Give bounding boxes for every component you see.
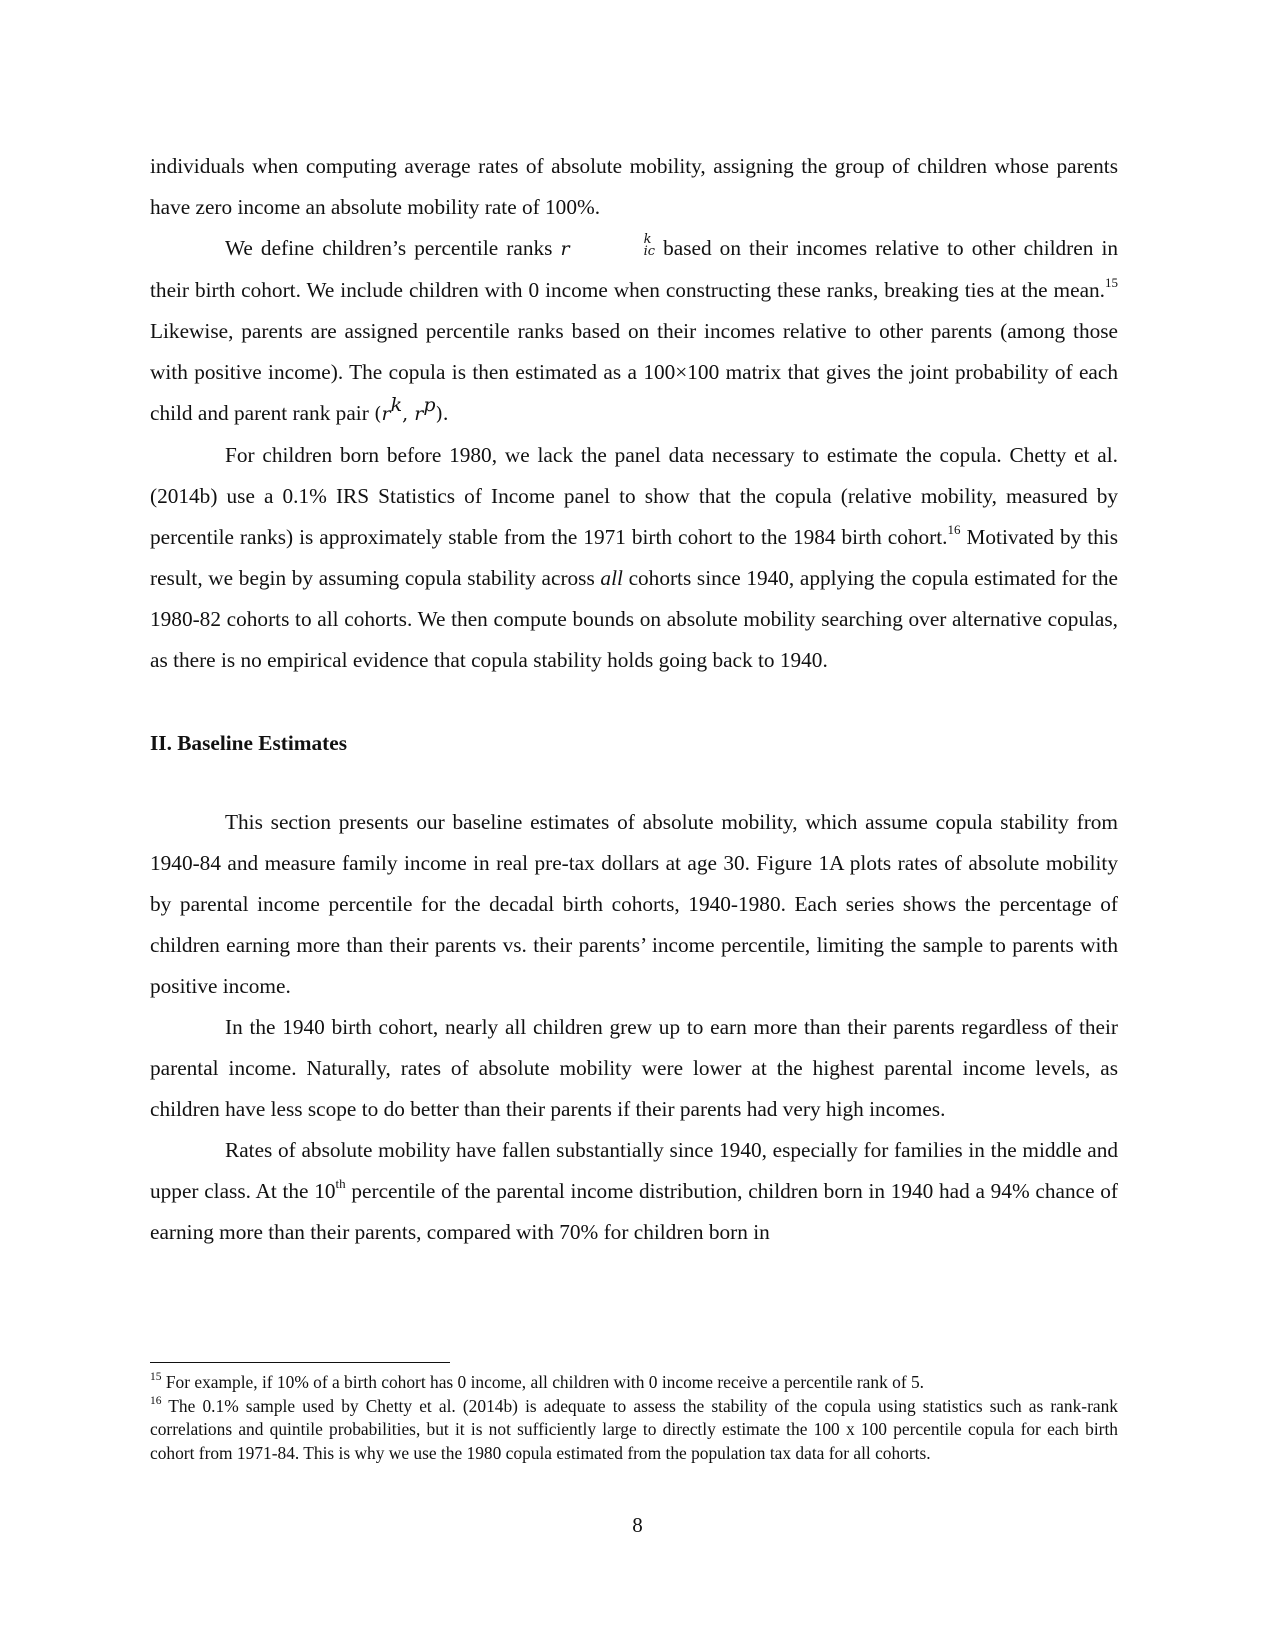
paragraph-6-text-b: percentile of the parental income distribution, children born in 1940 had a 94% chance of earning more than their parents, compared with 70% for children born in <box>150 1179 1118 1244</box>
paragraph-2 <box>150 228 1118 435</box>
rank-pair-comma: , <box>402 403 415 425</box>
paragraph-6 <box>150 1130 1118 1253</box>
section-heading: II. Baseline Estimates <box>150 731 347 755</box>
rank-pair-close: ) <box>435 403 443 425</box>
footnote-ref-15[interactable]: 15 <box>1105 274 1118 290</box>
rank-pair-sup-p: p <box>423 393 436 416</box>
paragraph-2-text-b: based on their incomes relative to other children in their birth cohort. We include children with 0 income when constructing these ranks, breaking ties at the mean. <box>150 236 1119 302</box>
paragraph-6-text-a: Rates of absolute mobility have fallen substantially since 1940, especially for families in the middle and upper class. At the 10 <box>150 1138 1118 1203</box>
footnote-ref-16[interactable]: 16 <box>947 521 961 537</box>
page-body <box>150 146 1118 1253</box>
footnote-number-15: 15 <box>150 1371 162 1384</box>
footnote-text-16: The 0.1% sample used by Chetty et al. (2014b) is adequate to assess the stability of the copula using statistics such as rank-rank correlations and quintile probabilities, but it is not sufficiently large to directly estimate the 100 x 100 percentile copula for each birth cohort from 1971-84. This is why we use the 1980 copula estimated from the population tax data for all cohorts. <box>150 1395 1118 1463</box>
rank-pair-r1: r <box>381 403 391 425</box>
paragraph-2-text-c: Likewise, parents are assigned percentile ranks based on their incomes relative to other parents (among those with positive income). The copula is then estimated as a 100×100 matrix that gives the joint probability of each child and parent rank pair <box>150 319 1118 425</box>
paragraph-3-text-a: For children born before 1980, we lack the panel data necessary to estimate the copula. Chetty et al. (2014b) use a 0.1% IRS Statistics of Income panel to show that the copula (relative mobility, measured by percentile ranks) is approximately stable from the 1971 birth cohort to the 1984 birth cohort. <box>150 443 1118 549</box>
footnote-16 <box>150 1395 1118 1466</box>
footnote-text-15: For example, if 10% of a birth cohort has 0 income, all children with 0 income receive a percentile rank of 5. <box>161 1372 925 1392</box>
footnote-divider <box>150 1362 450 1363</box>
child-rank-superscript: k <box>643 232 652 247</box>
paragraph-3-text-c: cohorts since 1940, applying the copula estimated for the 1980-82 cohorts to all cohorts. We then compute bounds on absolute mobility searching over alternative copulas, as there is no empirical evidence that copula stability holds going back to 1940. <box>150 566 1118 672</box>
footnote-number-16: 16 <box>150 1394 162 1407</box>
footnotes <box>150 1371 1118 1465</box>
rank-pair-r2: r <box>414 403 424 425</box>
paragraph-2-end: . <box>442 401 449 425</box>
child-rank-symbol <box>560 232 656 260</box>
paragraph-5: In the 1940 birth cohort, nearly all children grew up to earn more than their parents regardless of their parental income. Naturally, rates of absolute mobility were lower at the highest parental income levels, as children have less scope to do better than their parents if their parents had very high incomes. <box>150 1015 1118 1121</box>
paragraph-4: This section presents our baseline estimates of absolute mobility, which assume copula stability from 1940-84 and measure family income in real pre-tax dollars at age 30. Figure 1A plots rates of absolute mobility by parental income percentile for the decadal birth cohorts, 1940-1980. Each series shows the percentage of children earning more than their parents vs. their parents’ income percentile, limiting the sample to parents with positive income. <box>150 810 1118 998</box>
rank-pair-open: ( <box>374 403 382 425</box>
footnote-15 <box>150 1371 1118 1395</box>
child-rank-base: r <box>560 238 570 260</box>
rank-pair <box>374 393 443 425</box>
rank-pair-sup-k: k <box>390 393 403 416</box>
child-rank-subscript: ic <box>643 244 656 259</box>
paragraph-3 <box>150 435 1118 681</box>
page-number: 8 <box>632 1513 643 1537</box>
child-rank-indices <box>569 234 655 258</box>
paragraph-1: individuals when computing average rates of absolute mobility, assigning the group of children whose parents have zero income an absolute mobility rate of 100%. <box>150 154 1118 219</box>
paragraph-2-text-a: We define children’s percentile ranks <box>225 236 561 260</box>
ordinal-suffix: th <box>335 1175 346 1191</box>
paragraph-3-text-b: Motivated by this result, we begin by assuming copula stability across <box>150 525 1118 590</box>
emphasis-all: all <box>600 566 623 590</box>
